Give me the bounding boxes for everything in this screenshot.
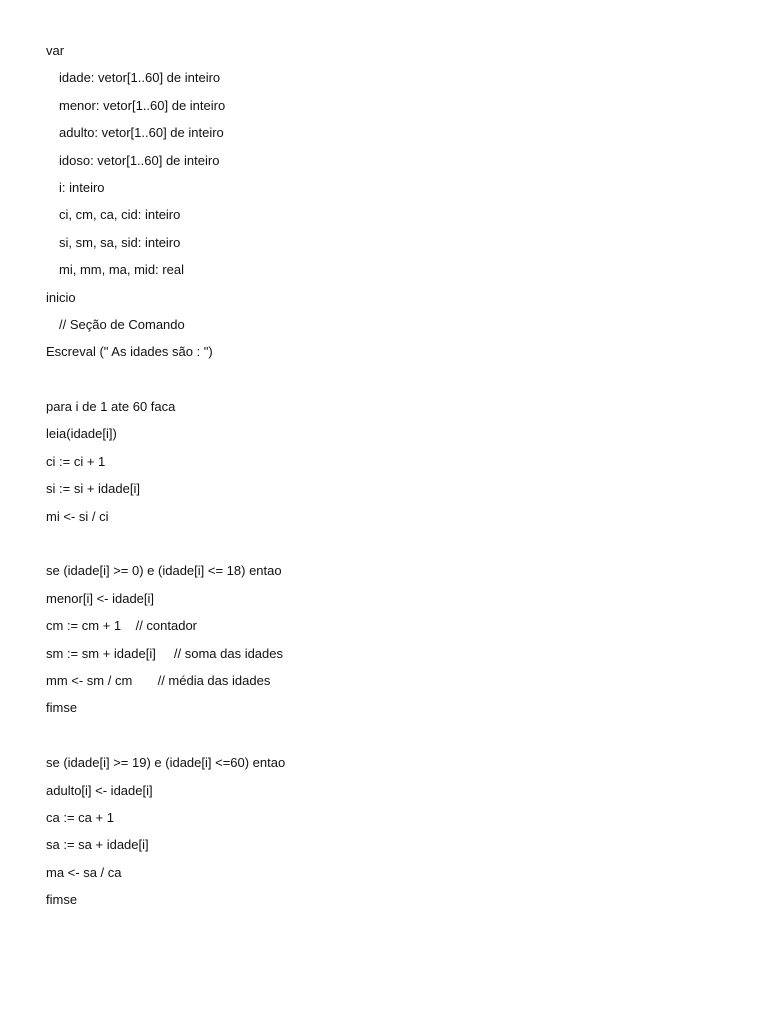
pseudocode-block	[46, 40, 726, 917]
code-line-ca-inc: ca := ca + 1	[46, 809, 114, 825]
code-line-escreval: Escreval (" As idades são : ")	[46, 344, 213, 360]
code-line-sums-decl: si, sm, sa, sid: inteiro	[59, 234, 181, 250]
code-line-menor-decl: menor: vetor[1..60] de inteiro	[59, 97, 226, 113]
code-line-var: var	[46, 43, 65, 58]
code-line-i-decl: i: inteiro	[59, 179, 105, 195]
code-line-idoso-decl: idoso: vetor[1..60] de inteiro	[59, 152, 220, 168]
code-line-ci-inc: ci := ci + 1	[46, 453, 106, 469]
code-line-means-decl: mi, mm, ma, mid: real	[59, 262, 184, 278]
code-line-fimse: fimse	[46, 892, 78, 908]
code-line-adulto-decl: adulto: vetor[1..60] de inteiro	[59, 125, 224, 141]
code-line-blank	[46, 369, 726, 396]
code-line-comment-secao: // Seção de Comando	[59, 316, 185, 332]
code-line-idade-decl: idade: vetor[1..60] de inteiro	[59, 70, 221, 86]
code-line-mm-mean: mm <- sm / cm // média das idades	[46, 672, 271, 688]
code-line-leia: leia(idade[i])	[46, 426, 117, 442]
code-line-inicio: inicio	[46, 289, 76, 305]
code-line-blank	[46, 533, 726, 560]
code-line-blank	[46, 725, 726, 752]
code-line-sm-sum: sm := sm + idade[i] // soma das idades	[46, 645, 283, 661]
code-line-cm-inc: cm := cm + 1 // contador	[46, 618, 198, 634]
code-line-ma-mean: ma <- sa / ca	[46, 864, 122, 880]
code-line-menor-assign: menor[i] <- idade[i]	[46, 590, 155, 606]
code-line-se-menor: se (idade[i] >= 0) e (idade[i] <= 18) entao	[46, 563, 282, 579]
code-line-adulto-assign: adulto[i] <- idade[i]	[46, 782, 153, 798]
code-line-si-sum: si := si + idade[i]	[46, 481, 140, 497]
code-line-para: para i de 1 ate 60 faca	[46, 399, 176, 415]
code-line-se-adulto: se (idade[i] >= 19) e (idade[i] <=60) entao	[46, 755, 286, 771]
code-line-sa-sum: sa := sa + idade[i]	[46, 837, 149, 853]
code-line-fimse: fimse	[46, 700, 78, 716]
code-line-mi-mean: mi <- si / ci	[46, 508, 109, 524]
code-line-counters-decl: ci, cm, ca, cid: inteiro	[59, 207, 181, 223]
